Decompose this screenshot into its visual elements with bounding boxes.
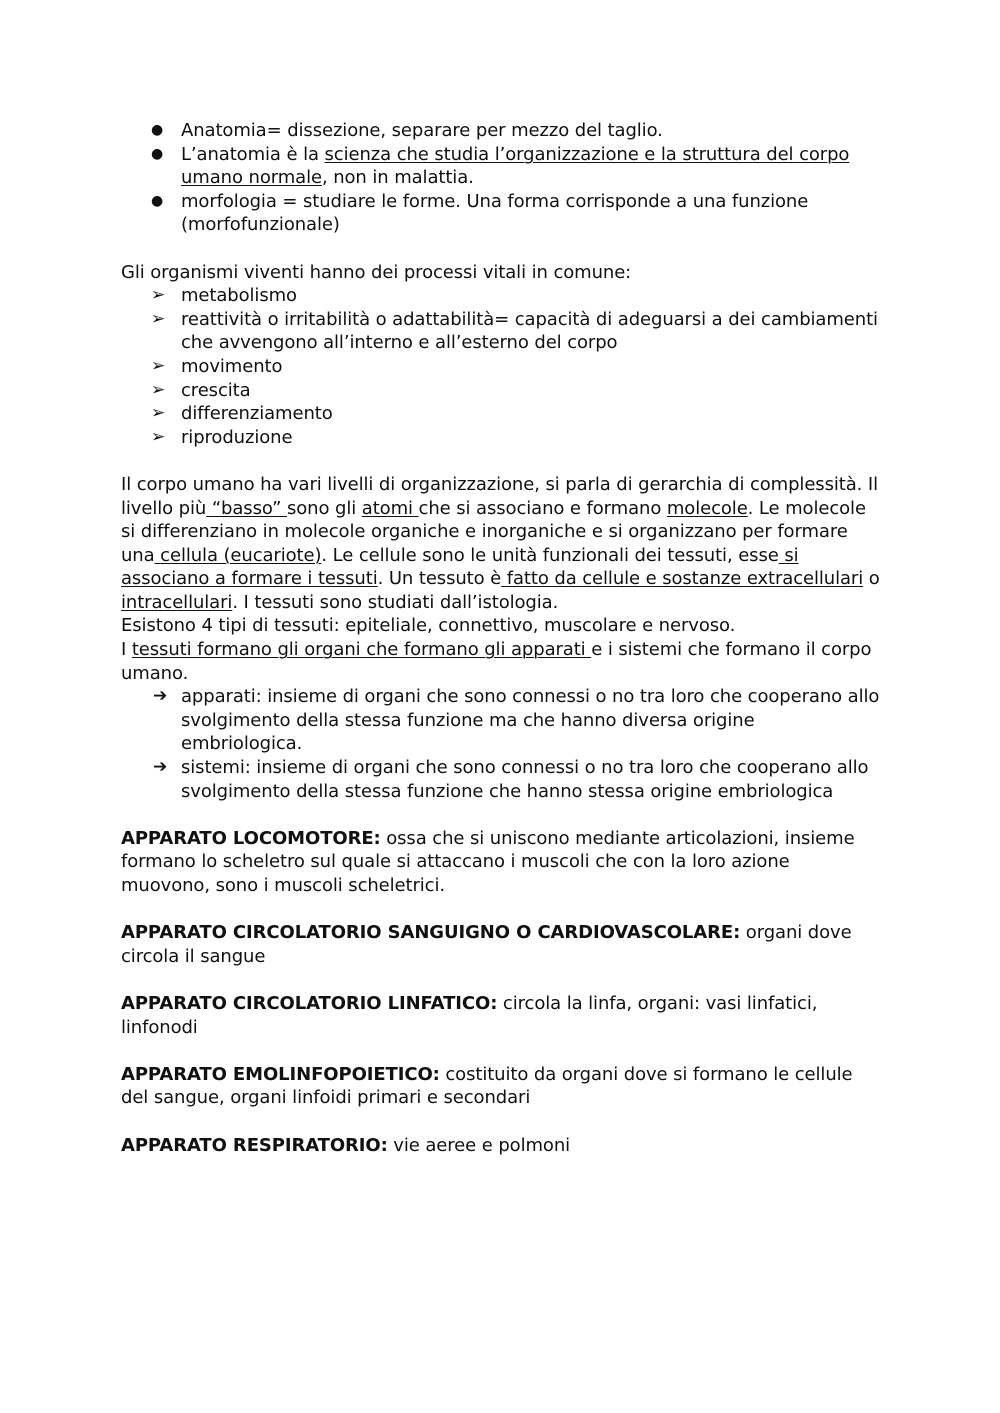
paragraph-text: sono gli <box>286 497 362 519</box>
list-item <box>121 402 881 426</box>
arrow-right-icon: ➔ <box>153 757 168 778</box>
bullet-icon: ● <box>151 192 164 209</box>
paragraph-text: . Le molecole si differenziano in molecole organiche e inorganiche e si organizzano per formare una <box>121 497 866 566</box>
bullet-icon: ● <box>151 145 164 162</box>
organs-line <box>121 638 881 685</box>
apparato-text: vie aeree e polmoni <box>387 1134 571 1156</box>
underlined-text: tessuti formano gli organi che formano gli apparati <box>131 639 592 661</box>
apparato-text: costituito da organi dove si formano le cellule del sangue, organi linfoidi primari e secondari <box>121 1063 853 1109</box>
underlined-text: atomi <box>361 497 419 519</box>
paragraph-text: o <box>863 568 880 590</box>
arrowhead-icon: ➢ <box>151 308 166 329</box>
underlined-text: si associano a formare i tessuti <box>121 544 799 590</box>
list-item <box>121 756 881 803</box>
list-item <box>121 426 881 450</box>
underlined-text: fatto da cellule e sostanze extracellulari <box>501 568 864 590</box>
document-page <box>121 119 881 1157</box>
paragraph-text: che si associano e formano <box>418 497 667 519</box>
underlined-text: intracellulari <box>121 591 233 613</box>
processes-intro: Gli organismi viventi hanno dei processi vitali in comune: <box>121 261 632 283</box>
paragraph-text: . Le cellule sono le unità funzionali dei tessuti, esse <box>321 544 779 566</box>
bullet-icon: ● <box>151 122 164 138</box>
list-item <box>121 308 881 355</box>
apparato-cardiovascolare <box>121 921 881 968</box>
underlined-text: scienza che studia l’organizzazione e la struttura del corpo umano normale <box>181 143 850 189</box>
apparato-emolinfopoietico <box>121 1063 881 1110</box>
apparato-title: APPARATO RESPIRATORIO: <box>121 1134 388 1156</box>
intro-bullet-list <box>121 119 881 237</box>
arrowhead-icon: ➢ <box>151 426 166 447</box>
list-item <box>121 119 881 143</box>
apparato-text: organi dove circola il sangue <box>121 922 852 967</box>
list-item <box>121 284 881 308</box>
list-item-text: apparati: insieme di organi che sono connessi o no tra loro che cooperano allo svolgimento della stessa funzione ma che hanno diversa origine embriologica. <box>181 686 880 755</box>
list-item-text: movimento <box>181 355 283 377</box>
apparato-title: APPARATO LOCOMOTORE: <box>121 827 381 849</box>
apparato-title: APPARATO EMOLINFOPOIETICO: <box>121 1063 440 1085</box>
apparato-locomotore <box>121 827 881 898</box>
paragraph-text: . Un tessuto è <box>377 568 502 590</box>
list-item-text: sistemi: insieme di organi che sono connessi o no tra loro che cooperano allo svolgimento della stessa funzione che hanno stessa origine embriologica <box>181 757 869 802</box>
arrowhead-icon: ➢ <box>151 355 166 376</box>
apparato-title: APPARATO CIRCOLATORIO LINFATICO: <box>121 992 498 1014</box>
apparato-text: ossa che si uniscono mediante articolazioni, insieme formano lo scheletro sul quale si attaccano i muscoli che con la loro azione muovono, sono i muscoli scheletrici. <box>121 827 855 896</box>
underlined-text: cellula (eucariote) <box>154 544 322 566</box>
list-item-text: Anatomia= dissezione, separare per mezzo del taglio. <box>181 120 663 141</box>
processes-list <box>121 284 881 449</box>
list-item-text: crescita <box>181 379 251 401</box>
list-item-text: morfologia = studiare le forme. Una forma corrisponde a una funzione (morfofunzionale) <box>181 190 809 236</box>
list-item-text: , non in malattia. <box>321 167 474 189</box>
arrow-right-icon: ➔ <box>153 686 168 707</box>
apparato-title: APPARATO CIRCOLATORIO SANGUIGNO O CARDIOVASCOLARE: <box>121 922 741 944</box>
paragraph-text: . I tessuti sono studiati dall’istologia. <box>232 591 559 613</box>
apparato-respiratorio <box>121 1134 881 1158</box>
paragraph-text: Il corpo umano ha vari livelli di organizzazione, si parla di gerarchia di complessità. Il livello più <box>121 473 879 519</box>
apparato-text: circola la linfa, organi: vasi linfatici, linfonodi <box>121 992 818 1038</box>
arrowhead-icon: ➢ <box>151 403 166 424</box>
underlined-text: “basso” <box>206 497 287 519</box>
paragraph-text: I <box>121 639 132 661</box>
list-item-text: reattività o irritabilità o adattabilità= capacità di adeguarsi a dei cambiamenti che avvengono all’interno e all’esterno del corpo <box>181 308 878 354</box>
list-item <box>121 355 881 379</box>
arrowhead-icon: ➢ <box>151 285 166 306</box>
tissues-line: Esistono 4 tipi di tessuti: epiteliale, connettivo, muscolare e nervoso. <box>121 615 736 637</box>
list-item-text: differenziamento <box>181 403 333 425</box>
list-item <box>121 685 881 756</box>
list-item-text: riproduzione <box>181 426 293 448</box>
apparato-linfatico <box>121 992 881 1039</box>
list-item <box>121 143 881 190</box>
underlined-text: molecole <box>666 497 748 519</box>
arrowhead-icon: ➢ <box>151 379 166 400</box>
list-item <box>121 379 881 403</box>
list-item-text: metabolismo <box>181 285 297 307</box>
levels-paragraph <box>121 473 881 615</box>
paragraph-text: e i sistemi che formano il corpo umano. <box>121 639 872 684</box>
list-item-text: L’anatomia è la <box>181 143 325 165</box>
list-item <box>121 190 881 237</box>
definitions-list <box>121 685 881 803</box>
